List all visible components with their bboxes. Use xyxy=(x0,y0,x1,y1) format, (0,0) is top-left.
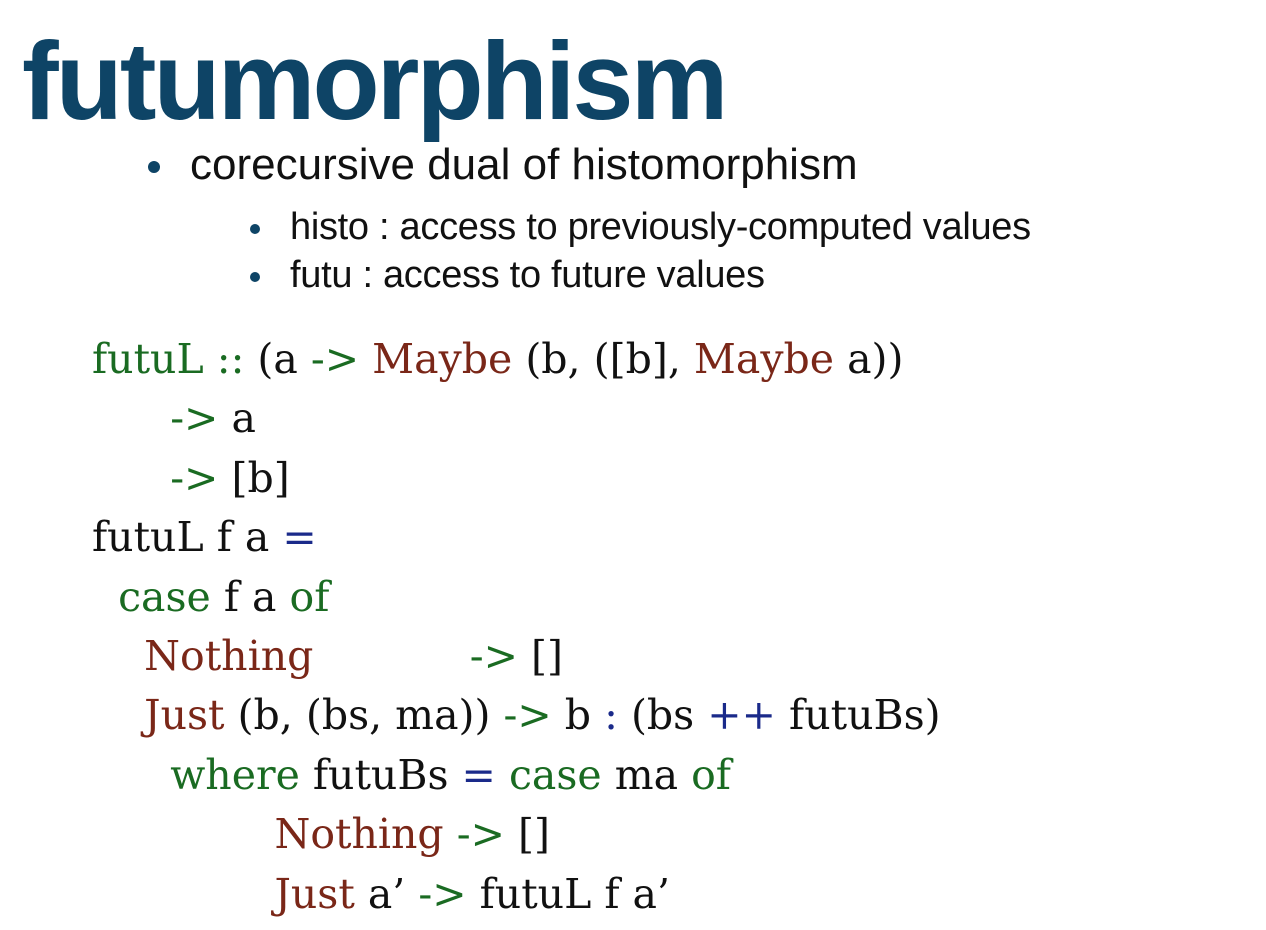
code-token xyxy=(92,573,118,621)
code-token: [b] xyxy=(218,453,290,502)
code-token: of xyxy=(289,572,330,621)
code-token xyxy=(92,751,170,799)
code-token: -> xyxy=(456,810,505,859)
code-token: a xyxy=(218,394,256,443)
code-token xyxy=(496,751,509,799)
code-token: Just xyxy=(144,691,225,740)
code-token xyxy=(92,454,170,502)
code-token: f a xyxy=(210,572,290,621)
code-token xyxy=(204,335,217,383)
code-token: futuBs xyxy=(299,750,462,799)
code-token: = xyxy=(282,513,317,562)
code-token: ma xyxy=(601,750,692,799)
code-token: a’ xyxy=(354,869,419,918)
bullet-sub-futu xyxy=(290,251,765,299)
code-token: Maybe xyxy=(372,335,513,383)
code-token: a)) xyxy=(834,335,904,383)
code-line xyxy=(92,686,941,745)
code-line xyxy=(92,805,941,864)
code-token: futuL f a xyxy=(92,513,283,562)
bullet-sub-text: histo : access to previously-computed values xyxy=(290,206,1031,248)
code-token: (b, (bs, ma)) xyxy=(224,691,504,740)
code-line xyxy=(92,865,941,924)
code-token: case xyxy=(118,572,211,621)
code-token: futuL f a’ xyxy=(466,869,671,918)
code-token xyxy=(444,810,457,858)
code-token xyxy=(92,870,274,918)
code-line xyxy=(92,746,941,805)
code-token: (a xyxy=(244,335,311,383)
code-token: -> xyxy=(310,335,360,383)
bullet-main-text: corecursive dual of histomorphism xyxy=(190,140,858,189)
code-token xyxy=(92,632,144,680)
code-token: : xyxy=(604,691,618,740)
code-token: = xyxy=(461,750,496,799)
code-token: (b, ([b], xyxy=(512,335,694,383)
code-token: Nothing xyxy=(144,631,314,680)
code-token: of xyxy=(691,750,731,799)
bullet-sub-text: futu : access to future values xyxy=(290,254,765,296)
code-token: where xyxy=(170,750,300,799)
code-token: Maybe xyxy=(693,335,835,383)
code-token: :: xyxy=(216,335,245,383)
code-line xyxy=(92,508,941,567)
code-token: [] xyxy=(504,810,550,859)
code-token xyxy=(92,394,170,442)
code-token: (bs xyxy=(617,691,708,740)
bullet-dot-icon xyxy=(250,272,260,282)
slide-title: futumorphism xyxy=(22,20,726,143)
code-token: case xyxy=(508,750,602,799)
bullet-sub-histo xyxy=(290,203,1031,251)
code-token: -> xyxy=(170,453,219,502)
bullet-dot-icon xyxy=(250,224,260,234)
code-token xyxy=(92,810,274,858)
code-line xyxy=(92,568,941,627)
code-token: futuBs) xyxy=(775,691,941,740)
code-line xyxy=(92,389,941,448)
code-token: ++ xyxy=(707,691,776,740)
code-token: b xyxy=(551,691,605,740)
code-token xyxy=(92,691,144,739)
code-token: -> xyxy=(170,394,219,443)
code-token: Nothing xyxy=(274,810,444,859)
code-token: -> xyxy=(469,631,518,680)
bullet-dot-icon xyxy=(148,161,160,173)
code-token: futuL xyxy=(92,335,204,383)
code-token xyxy=(359,335,372,383)
code-line xyxy=(92,330,941,389)
code-token xyxy=(313,632,469,680)
code-line xyxy=(92,627,941,686)
code-token: [] xyxy=(517,631,564,680)
bullet-main xyxy=(190,135,858,195)
code-token: Just xyxy=(274,869,355,918)
code-line xyxy=(92,449,941,508)
code-token: -> xyxy=(418,869,467,918)
code-token: -> xyxy=(503,691,552,740)
code-block xyxy=(92,330,941,924)
